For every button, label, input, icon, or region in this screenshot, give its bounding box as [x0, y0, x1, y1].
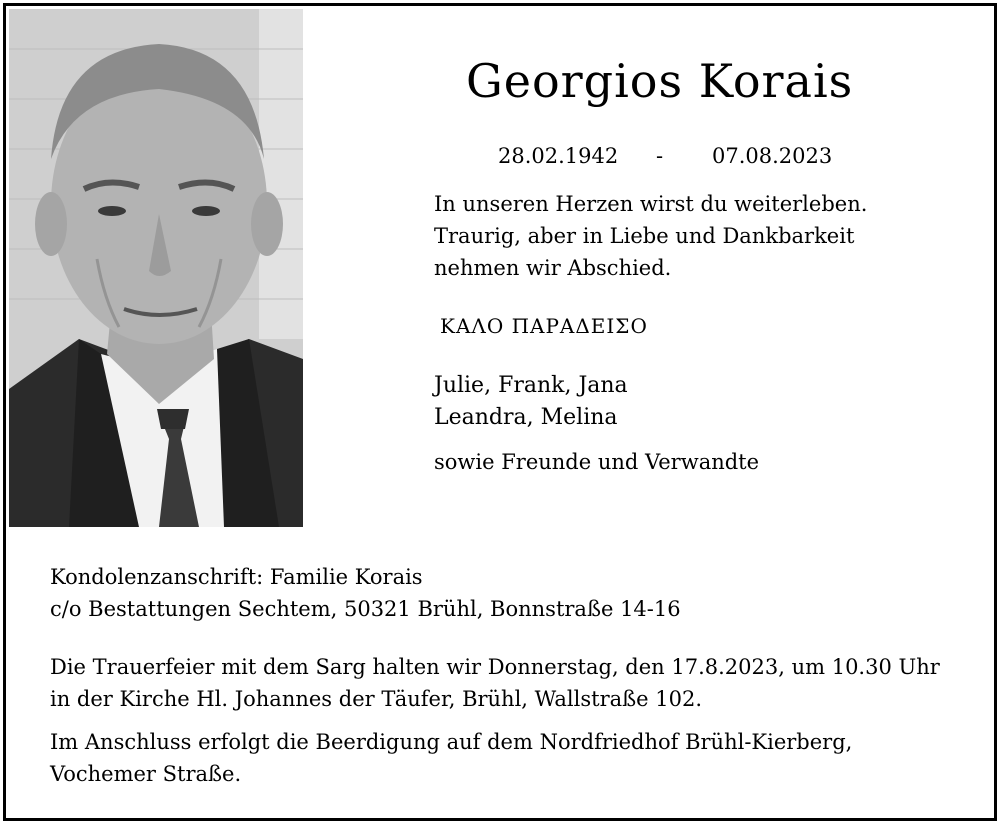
death-date: 07.08.2023 — [712, 144, 833, 168]
family-line: Leandra, Melina — [434, 405, 618, 430]
condolence-address — [50, 561, 681, 625]
portrait-photo — [9, 9, 303, 527]
quote-line: Traurig, aber in Liebe und Dankbarkeit — [434, 224, 855, 248]
funeral-service-info — [50, 651, 940, 715]
condolence-line: c/o Bestattungen Sechtem, 50321 Brühl, Bonnstraße 14-16 — [50, 597, 681, 621]
obituary-notice — [3, 3, 997, 821]
burial-line: Im Anschluss erfolgt die Beerdigung auf dem Nordfriedhof Brühl-Kierberg, — [50, 730, 853, 754]
quote-line: In unseren Herzen wirst du weiterleben. — [434, 192, 868, 216]
family-names — [434, 370, 628, 434]
burial-info — [50, 726, 852, 790]
quote-line: nehmen wir Abschied. — [434, 256, 672, 280]
farewell-quote — [434, 188, 867, 284]
date-separator: - — [656, 144, 664, 168]
birth-date: 28.02.1942 — [498, 144, 619, 168]
burial-line: Vochemer Straße. — [50, 762, 242, 786]
deceased-name: Georgios Korais — [466, 54, 854, 108]
portrait-illustration — [9, 9, 303, 527]
condolence-line: Kondolenzanschrift: Familie Korais — [50, 565, 423, 589]
friends-line: sowie Freunde und Verwandte — [434, 450, 760, 474]
greek-farewell: ΚΑΛΟ ΠΑΡΑΔΕΙΣΟ — [440, 314, 648, 338]
family-line: Julie, Frank, Jana — [434, 373, 628, 398]
service-line: in der Kirche Hl. Johannes der Täufer, Brühl, Wallstraße 102. — [50, 687, 703, 711]
service-line: Die Trauerfeier mit dem Sarg halten wir Donnerstag, den 17.8.2023, um 10.30 Uhr — [50, 655, 940, 679]
